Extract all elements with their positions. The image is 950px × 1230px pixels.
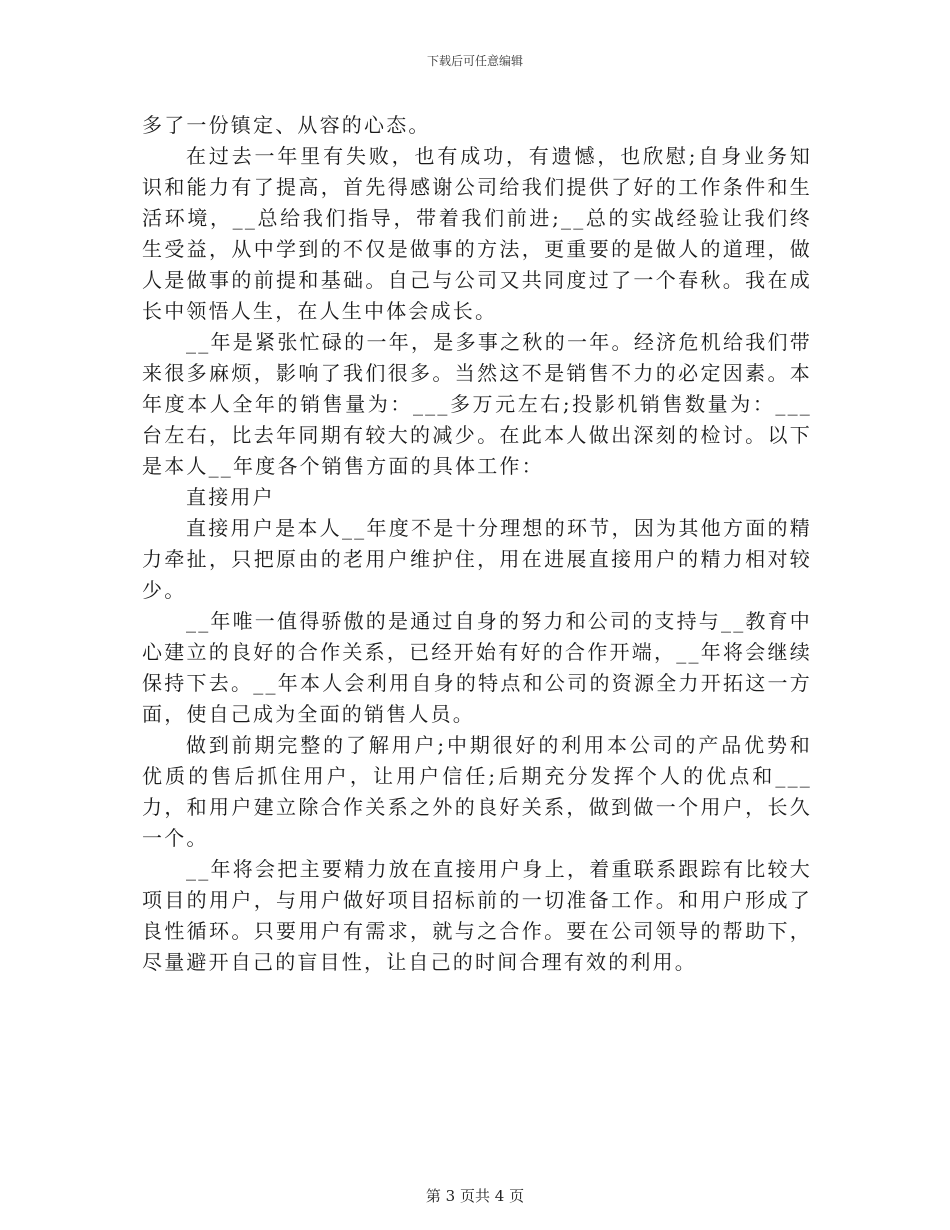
section-heading-direct-users: 直接用户 bbox=[186, 485, 275, 509]
paragraph-5: 直接用户是本人__年度不是十分理想的环节，因为其他方面的精力牵扯，只把原由的老用户维护住，用在进展直接用户的精力相对较少。 bbox=[142, 516, 812, 602]
paragraph-3: __年是紧张忙碌的一年，是多事之秋的一年。经济危机给我们带来很多麻烦，影响了我们很多。当然这不是销售不力的必定因素。本年度本人全年的销售量为：___多万元左右;投影机销售数量为：___台左右，比去年同期有较大的减少。在此本人做出深刻的检讨。以下是本人__年度各个销售方面的具体工作： bbox=[142, 330, 812, 478]
page-footer: 第 3 页共 4 页 bbox=[425, 1187, 525, 1205]
paragraph-6: __年唯一值得骄傲的是通过自身的努力和公司的支持与__教育中心建立的良好的合作关系，已经开始有好的合作开端，__年将会继续保持下去。__年本人会利用自身的特点和公司的资源全力开拓这一方面，使自己成为全面的销售人员。 bbox=[142, 609, 812, 726]
page-header: 下载后可任意编辑 bbox=[426, 54, 523, 68]
document-body bbox=[142, 110, 812, 978]
paragraph-8: __年将会把主要精力放在直接用户身上，着重联系跟踪有比较大项目的用户，与用户做好项目招标前的一切准备工作。和用户形成了良性循环。只要用户有需求，就与之合作。要在公司领导的帮助下，尽量避开自己的盲目性，让自己的时间合理有效的利用。 bbox=[142, 857, 812, 974]
paragraph-1: 多了一份镇定、从容的心态。 bbox=[142, 113, 431, 137]
paragraph-2: 在过去一年里有失败，也有成功，有遗憾，也欣慰;自身业务知识和能力有了提高，首先得感谢公司给我们提供了好的工作条件和生活环境，__总给我们指导，带着我们前进;__总的实战经验让我们终生受益，从中学到的不仅是做事的方法，更重要的是做人的道理，做人是做事的前提和基础。自己与公司又共同度过了一个春秋。我在成长中领悟人生，在人生中体会成长。 bbox=[142, 144, 812, 323]
paragraph-7: 做到前期完整的了解用户;中期很好的利用本公司的产品优势和优质的售后抓住用户，让用户信任;后期充分发挥个人的优点和___力，和用户建立除合作关系之外的良好关系，做到做一个用户，长久一个。 bbox=[142, 733, 812, 850]
